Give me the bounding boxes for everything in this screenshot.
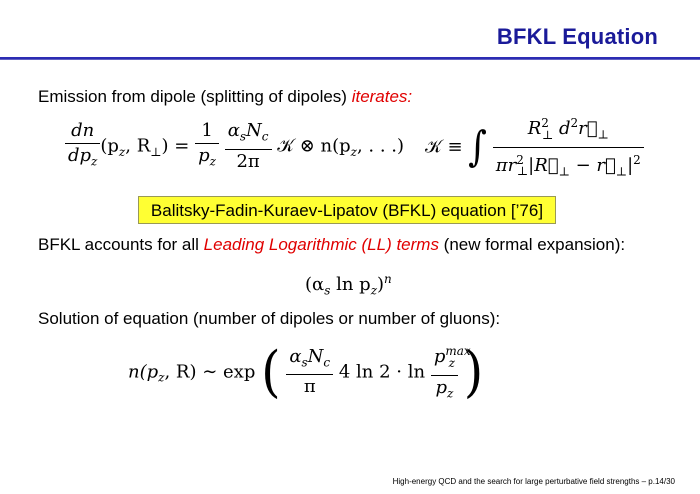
text-line-solution: Solution of equation (number of dipoles or number of gluons): <box>38 309 501 328</box>
equation-kernel: 𝒦 ≡ ∫ $\frac{R^2_\perp d^2r⃗_\perp}{\pi r^2_\perp|R⃗_\perp - r⃗_\perp|^2}$ <box>425 112 644 182</box>
ll-terms-emphasis: Leading Logarithmic (LL) terms <box>203 235 439 254</box>
footer-page-info: High-energy QCD and the search for large perturbative field strengths – p.14/30 <box>392 477 675 486</box>
iterates-emphasis: iterates: <box>351 87 413 106</box>
title-rule <box>0 57 700 60</box>
integral-sign: ∫ <box>468 123 488 171</box>
frac-pmax-pz: $\frac{p^{max}_z}{p_z}$ <box>431 340 458 404</box>
text-line-emission <box>38 87 412 107</box>
frac-alpha-nc-pi: $\frac{\alpha_sN_c}{\pi}$ <box>286 346 333 399</box>
frac-kernel: $\frac{R^2_\perp d^2r⃗_\perp}{\pi r^2_\perp|R⃗_\perp - r⃗_\perp|^2}$ <box>493 112 644 182</box>
text-line-bfkl-accounts: BFKL accounts for all Leading Logarithmic (LL) terms (new formal expansion): <box>38 235 626 254</box>
equation-ll-expansion: ($\alpha_s$ $\ln p_z)^n$ <box>305 272 392 298</box>
emission-text: Emission from dipole (splitting of dipoles) <box>38 87 352 106</box>
frac-dn-dpz: $\frac{dn}{dp_z}$ <box>65 120 100 173</box>
paren-close: ) <box>463 340 484 404</box>
slide-title: BFKL Equation <box>496 24 658 49</box>
frac-1-pz: $\frac{1}{p_z}$ <box>195 120 219 173</box>
paren-open: ( <box>261 340 281 404</box>
frac-alpha-nc-2pi: $\frac{\alpha_sN_c}{2\pi}$ <box>225 120 272 173</box>
bfkl-name-highlight: Balitsky-Fadin-Kuraev-Lipatov (BFKL) equation [’76] <box>138 196 556 224</box>
equation-solution: $n(p_z$, R) ∼ exp ( $\frac{\alpha_sN_c}{\pi}$ 4 ln 2 · ln $\frac{p^{max}_z}{p_z}$ ) <box>128 340 484 404</box>
equation-emission: $\frac{dn}{dp_z}$ ($p_z$, $R_\perp$) = $\frac{1}{p_z}$ $\frac{\alpha_sN_c}{2\pi}$ 𝒦 ⊗ $n(p_z$, . . .) <box>65 120 404 173</box>
